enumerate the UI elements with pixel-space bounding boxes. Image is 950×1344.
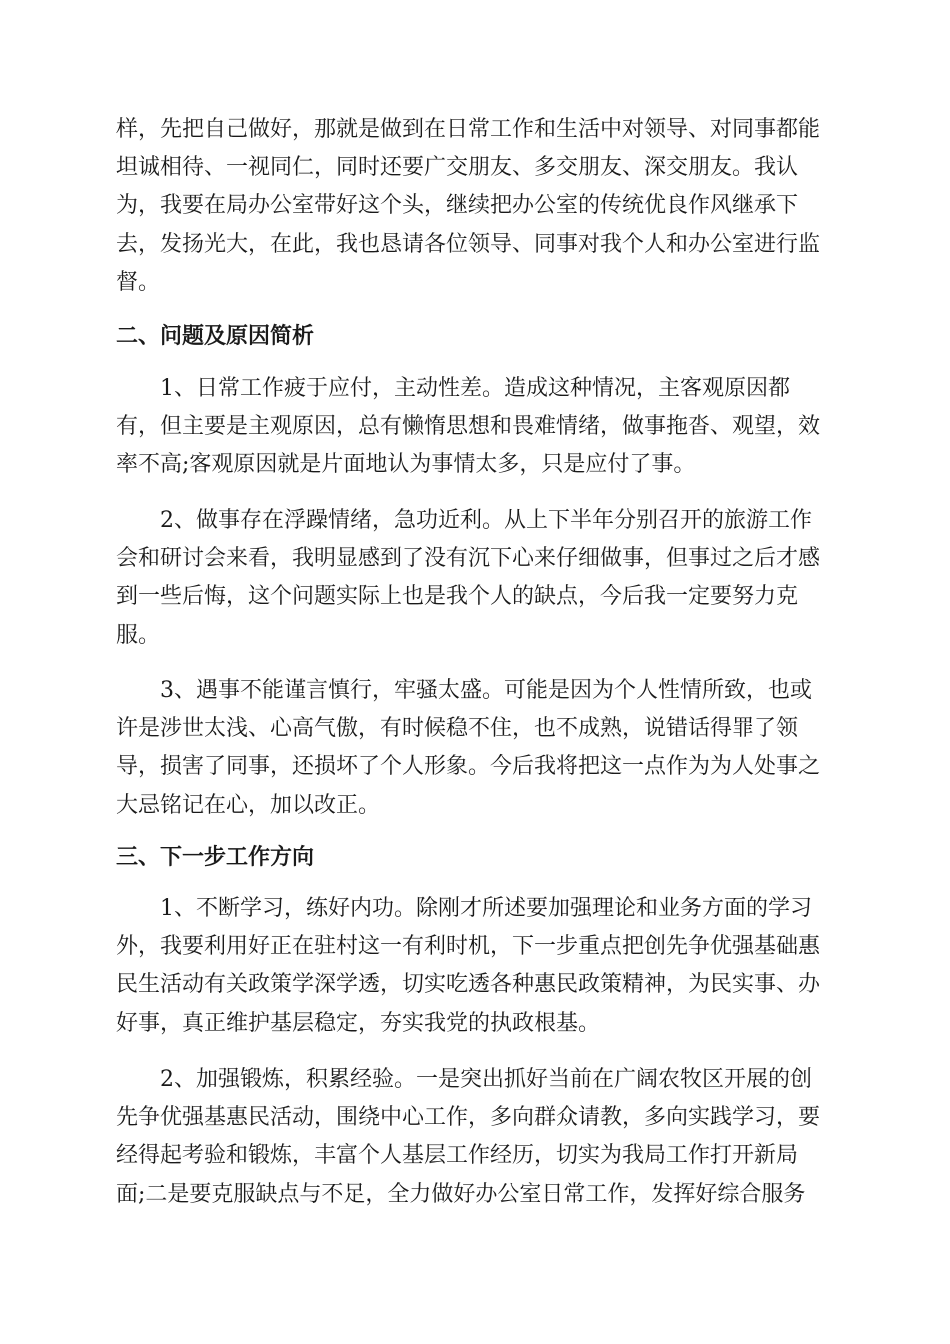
text-line: 1、日常工作疲于应付，主动性差。造成这种情况，主客观原因都 xyxy=(116,376,790,401)
text-line: 有，但主要是主观原因，总有懒惰思想和畏难情绪，做事拖沓、观望，效 xyxy=(116,414,821,440)
text-line: 为，我要在局办公室带好这个头，继续把办公室的传统优良作风继承下 xyxy=(116,193,799,219)
text-line: 到一些后悔，这个问题实际上也是我个人的缺点，今后我一定要努力克 xyxy=(116,584,799,610)
text-line: 3、遇事不能谨言慎行，牢骚太盛。可能是因为个人性情所致，也或 xyxy=(116,678,812,703)
text-line: 先争优强基惠民活动，围绕中心工作，多向群众请教，多向实践学习，要 xyxy=(116,1105,821,1131)
text-line: 外，我要利用好正在驻村这一有利时机，下一步重点把创先争优强基础惠 xyxy=(116,934,821,960)
text-line: 率不高;客观原因就是片面地认为事情太多，只是应付了事。 xyxy=(116,452,696,478)
text-line: 许是涉世太浅、心高气傲，有时候稳不住，也不成熟，说错话得罪了领 xyxy=(116,716,799,742)
text-line: 去，发扬光大，在此，我也恳请各位领导、同事对我个人和办公室进行监 xyxy=(116,231,821,257)
text-line: 导，损害了同事，还损坏了个人形象。今后我将把这一点作为为人处事之 xyxy=(116,754,821,780)
text-line: 督。 xyxy=(116,269,161,295)
text-line: 服。 xyxy=(116,622,161,648)
text-line: 坦诚相待、一视同仁，同时还要广交朋友、多交朋友、深交朋友。我认 xyxy=(116,155,799,181)
text-line: 2、做事存在浮躁情绪，急功近利。从上下半年分别召开的旅游工作 xyxy=(116,508,812,533)
paragraph-issue-1 xyxy=(116,370,836,485)
text-line: 大忌铭记在心，加以改正。 xyxy=(116,792,381,818)
text-line: 民生活动有关政策学深学透，切实吃透各种惠民政策精神，为民实事、办 xyxy=(116,972,821,998)
paragraph-intro-continuation xyxy=(116,111,836,302)
section-heading: 二、问题及原因简析 xyxy=(116,324,315,349)
text-line: 2、加强锻炼，积累经验。一是突出抓好当前在广阔农牧区开展的创 xyxy=(116,1067,812,1092)
text-line: 样，先把自己做好，那就是做到在日常工作和生活中对领导、对同事都能 xyxy=(116,117,821,142)
paragraph-issue-3 xyxy=(116,672,836,825)
text-line: 好事，真正维护基层稳定，夯实我党的执政根基。 xyxy=(116,1010,601,1036)
text-line: 面;二是要克服缺点与不足，全力做好办公室日常工作，发挥好综合服务 xyxy=(116,1181,806,1207)
section-heading-3 xyxy=(116,839,836,877)
section-heading-2 xyxy=(116,318,836,356)
text-line: 经得起考验和锻炼，丰富个人基层工作经历，切实为我局工作打开新局 xyxy=(116,1143,799,1169)
text-line: 会和研讨会来看，我明显感到了没有沉下心来仔细做事，但事过之后才感 xyxy=(116,546,821,572)
paragraph-direction-2 xyxy=(116,1061,836,1214)
paragraph-issue-2 xyxy=(116,502,836,655)
text-line: 1、不断学习，练好内功。除刚才所述要加强理论和业务方面的学习 xyxy=(116,896,812,921)
paragraph-direction-1 xyxy=(116,890,836,1043)
section-heading: 三、下一步工作方向 xyxy=(116,845,315,870)
